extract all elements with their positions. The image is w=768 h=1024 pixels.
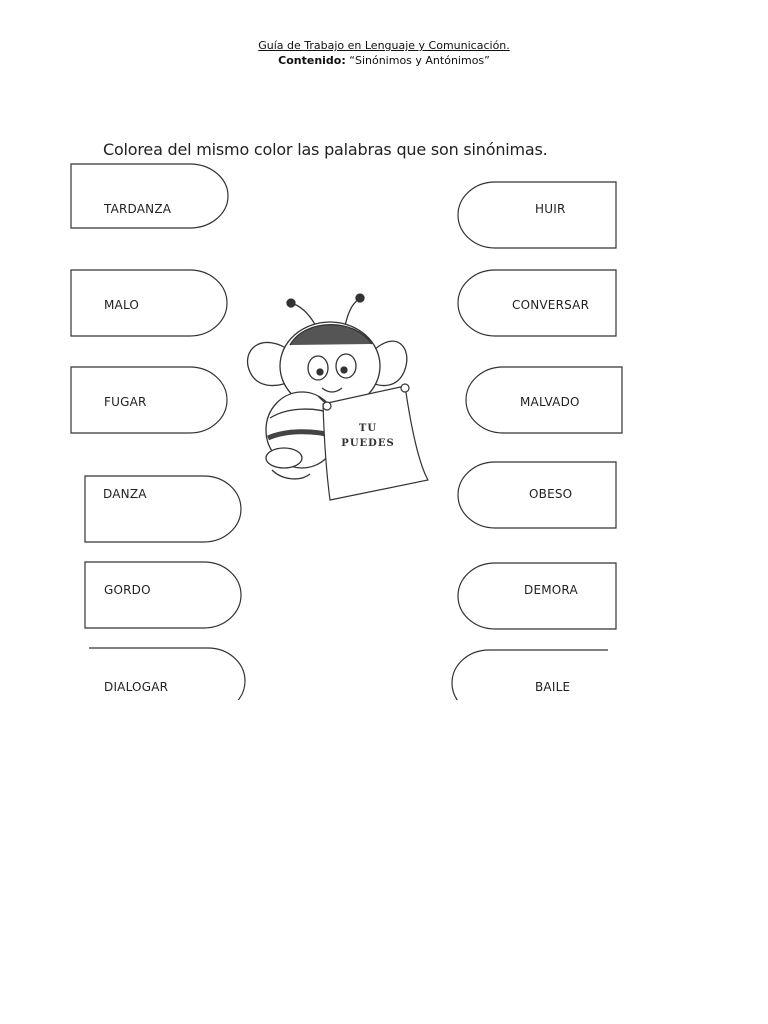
- content-value: “Sinónimos y Antónimos”: [345, 54, 490, 67]
- left-word-5[interactable]: GORDO: [104, 583, 151, 597]
- left-shape-1: [71, 164, 228, 228]
- right-word-5[interactable]: DEMORA: [524, 583, 578, 597]
- left-shape-3: [71, 367, 227, 433]
- content-label: Contenido:: [278, 54, 346, 67]
- left-shape-2: [71, 270, 227, 336]
- guide-title: Guía de Trabajo en Lenguaje y Comunicación.: [258, 39, 510, 52]
- right-word-3[interactable]: MALVADO: [520, 395, 580, 409]
- left-word-2[interactable]: MALO: [104, 298, 140, 312]
- left-word-6[interactable]: DIALOGAR: [104, 680, 169, 694]
- right-shape-6: [452, 650, 608, 700]
- instruction-text: Colorea del mismo color las palabras que son sinónimas.: [103, 140, 548, 159]
- right-word-1[interactable]: HUIR: [535, 202, 566, 216]
- sign-text-line2: PUEDES: [341, 438, 395, 449]
- left-word-1[interactable]: TARDANZA: [104, 202, 172, 216]
- right-word-6[interactable]: BAILE: [535, 680, 571, 694]
- sign-text-line1: TU: [358, 423, 378, 434]
- left-shape-4: [85, 476, 241, 542]
- right-word-2[interactable]: CONVERSAR: [512, 298, 590, 312]
- left-word-4[interactable]: DANZA: [103, 487, 147, 501]
- right-word-4[interactable]: OBESO: [529, 487, 573, 501]
- left-word-3[interactable]: FUGAR: [104, 395, 147, 409]
